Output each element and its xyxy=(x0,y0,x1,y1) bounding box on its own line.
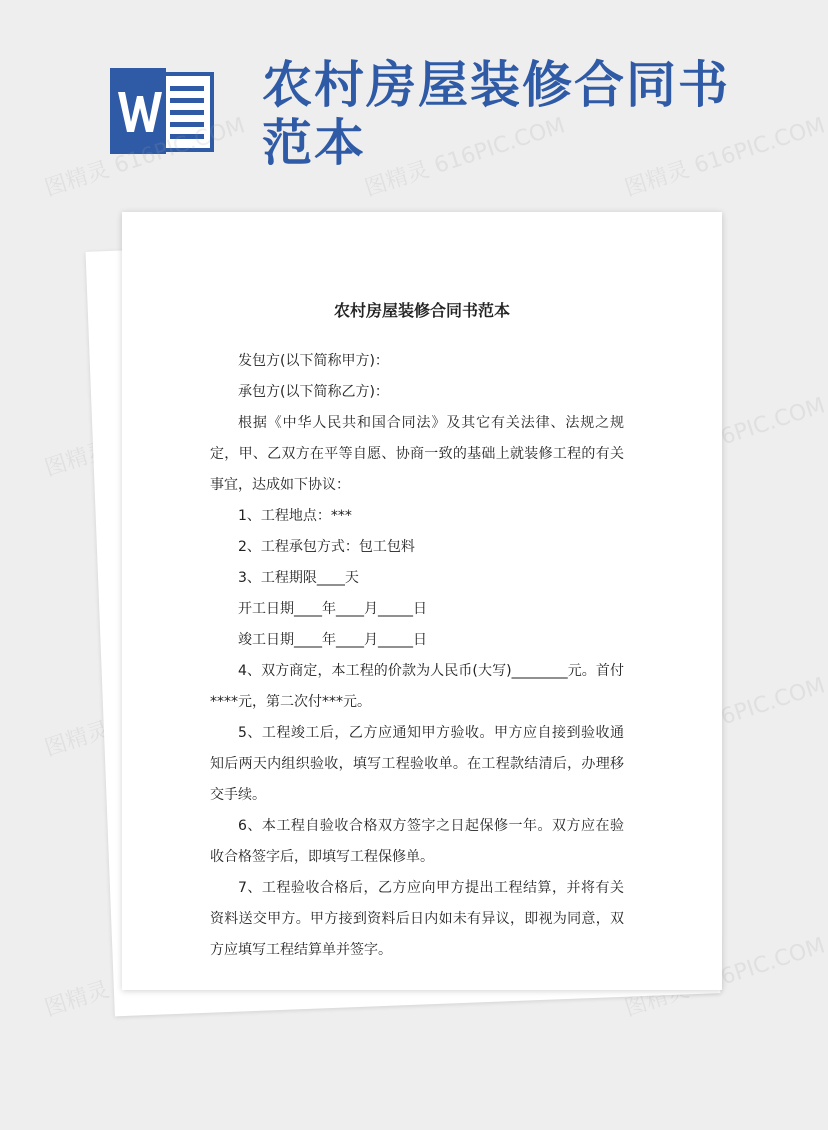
watermark: 图精灵 xyxy=(41,717,113,762)
watermark: 图精灵 xyxy=(41,977,113,1022)
paragraph-duration: 3、工程期限____天 xyxy=(238,570,359,586)
paragraph-price: 4、双方商定，本工程的价款为人民币(大写)________元。首付****元，第二次付***元。 xyxy=(210,663,624,710)
watermark: 图精灵 xyxy=(41,437,113,482)
page-header xyxy=(0,0,800,200)
paragraph-party-b: 承包方(以下简称乙方)： xyxy=(238,384,389,400)
page-title: 农村房屋装修合同书范本 xyxy=(262,55,730,172)
paragraph-contract-method: 2、工程承包方式：包工包料 xyxy=(238,539,415,555)
document-body xyxy=(210,346,624,966)
paragraph-location: 1、工程地点：*** xyxy=(238,508,352,524)
word-doc-icon xyxy=(108,66,218,156)
paragraph-preamble: 根据《中华人民共和国合同法》及其它有关法律、法规之规定，甲、乙双方在平等自愿、协商一致的基础上就装修工程的有关事宜，达成如下协议： xyxy=(210,415,624,493)
watermark: 图精灵 616PIC.COM xyxy=(621,673,828,762)
paragraph-end-date: 竣工日期____年____月_____日 xyxy=(238,632,427,648)
document-title: 农村房屋装修合同书范本 xyxy=(333,301,510,320)
document-page xyxy=(122,212,722,990)
paragraph-acceptance: 5、工程竣工后，乙方应通知甲方验收。甲方应自接到验收通知后两天内组织验收，填写工程验收单。在工程款结清后，办理移交手续。 xyxy=(210,725,624,803)
watermark: 图精灵 616PIC.COM xyxy=(621,113,828,202)
paragraph-party-a: 发包方(以下简称甲方)： xyxy=(238,353,389,369)
paragraph-warranty: 6、本工程自验收合格双方签字之日起保修一年。双方应在验收合格签字后，即填写工程保修单。 xyxy=(210,818,624,865)
watermark: 图精灵 616PIC.COM xyxy=(361,113,569,202)
watermark: 图精灵 616PIC.COM xyxy=(621,933,828,1022)
paragraph-start-date: 开工日期____年____月_____日 xyxy=(238,601,427,617)
watermark: 图精灵 616PIC.COM xyxy=(621,393,828,482)
paragraph-settlement: 7、工程验收合格后，乙方应向甲方提出工程结算，并将有关资料送交甲方。甲方接到资料后日内如未有异议，即视为同意，双方应填写工程结算单并签字。 xyxy=(210,880,624,958)
watermark: 图精灵 616PIC.COM xyxy=(41,113,249,202)
